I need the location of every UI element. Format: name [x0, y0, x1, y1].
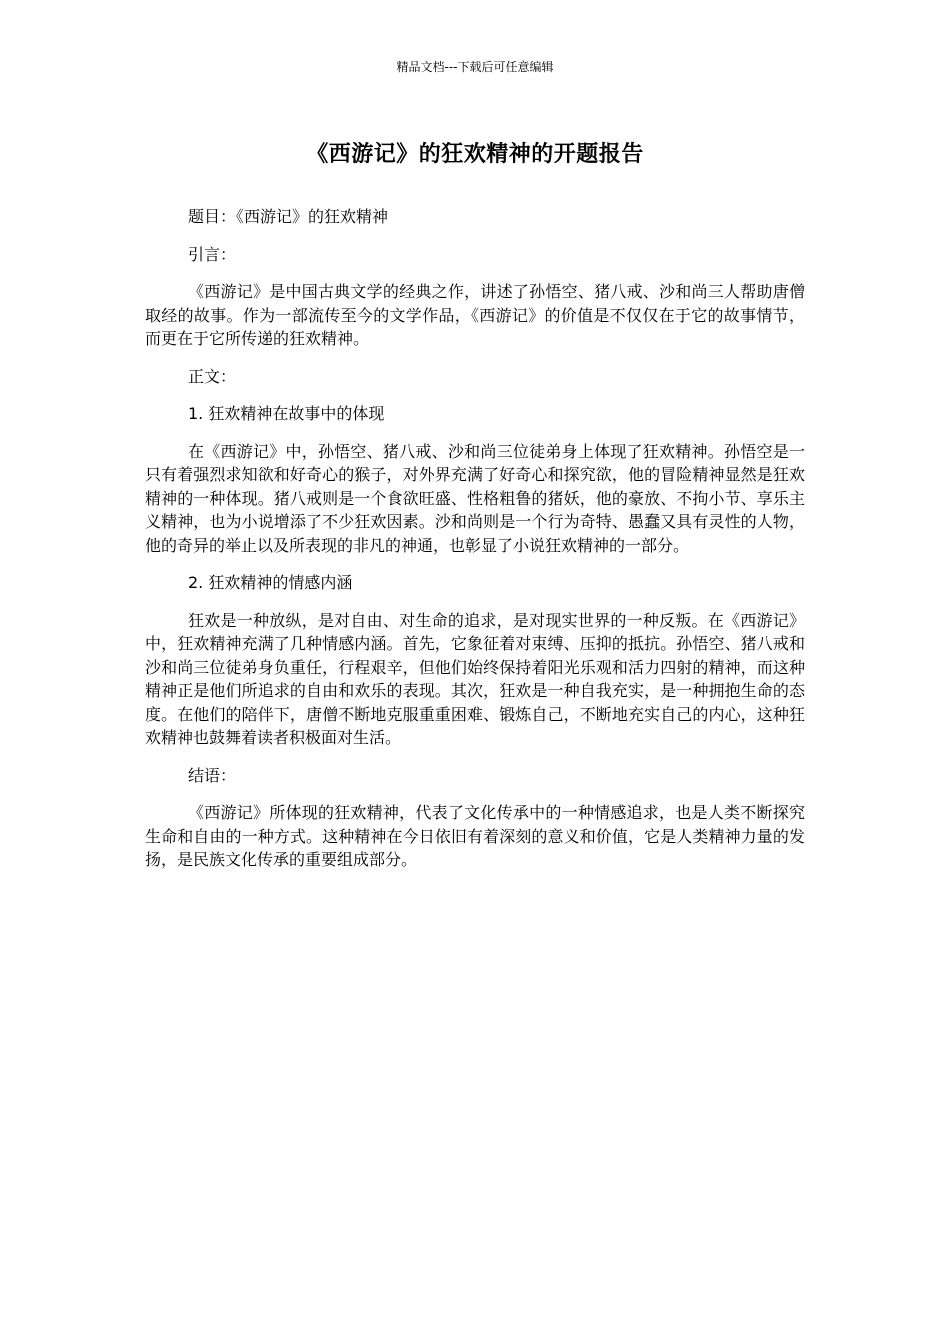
body-label: 正文：	[188, 366, 237, 386]
section2-heading: 2. 狂欢精神的情感内涵	[188, 573, 353, 592]
section2-paragraph: 狂欢是一种放纵，是对自由、对生命的追求，是对现实世界的一种反叛。在《西游记》中，狂欢精神充满了几种情感内涵。首先，它象征着对束缚、压抑的抵抗。孙悟空、猪八戒和沙和尚三位徒弟身负重任，行程艰辛，但他们始终保持着阳光乐观和活力四射的精神，而这种精神正是他们所追求的自由和欢乐的表现。其次，狂欢是一种自我充实，是一种拥抱生命的态度。在他们的陪伴下，唐僧不断地克服重重困难、锻炼自己，不断地充实自己的内心，这种狂欢精神也鼓舞着读者积极面对生活。	[145, 610, 805, 747]
intro-paragraph: 《西游记》是中国古典文学的经典之作，讲述了孙悟空、猪八戒、沙和尚三人帮助唐僧取经的故事。作为一部流传至今的文学作品，《西游记》的价值是不仅仅在于它的故事情节，而更在于它所传递的狂欢精神。	[145, 282, 805, 348]
document-body	[145, 205, 805, 886]
topic-line: 题目：《西游记》的狂欢精神	[188, 207, 389, 226]
conclusion-paragraph: 《西游记》所体现的狂欢精神，代表了文化传承中的一种情感追求，也是人类不断探究生命和自由的一种方式。这种精神在今日依旧有着深刻的意义和价值，它是人类精神力量的发扬，是民族文化传承的重要组成部分。	[145, 803, 805, 869]
intro-label: 引言：	[188, 244, 237, 264]
page-header: 精品文档---下载后可任意编辑	[396, 60, 554, 74]
conclusion-label: 结语：	[188, 765, 237, 785]
section1-paragraph: 在《西游记》中，孙悟空、猪八戒、沙和尚三位徒弟身上体现了狂欢精神。孙悟空是一只有着强烈求知欲和好奇心的猴子，对外界充满了好奇心和探究欲，他的冒险精神显然是狂欢精神的一种体现。猪八戒则是一个食欲旺盛、性格粗鲁的猪妖，他的豪放、不拘小节、享乐主义精神，也为小说增添了不少狂欢因素。沙和尚则是一个行为奇特、愚蠢又具有灵性的人物，他的奇异的举止以及所表现的非凡的神通，也彰显了小说狂欢精神的一部分。	[145, 441, 805, 555]
document-title: 《西游记》的狂欢精神的开题报告	[306, 142, 644, 167]
section1-heading: 1. 狂欢精神在故事中的体现	[188, 404, 385, 423]
